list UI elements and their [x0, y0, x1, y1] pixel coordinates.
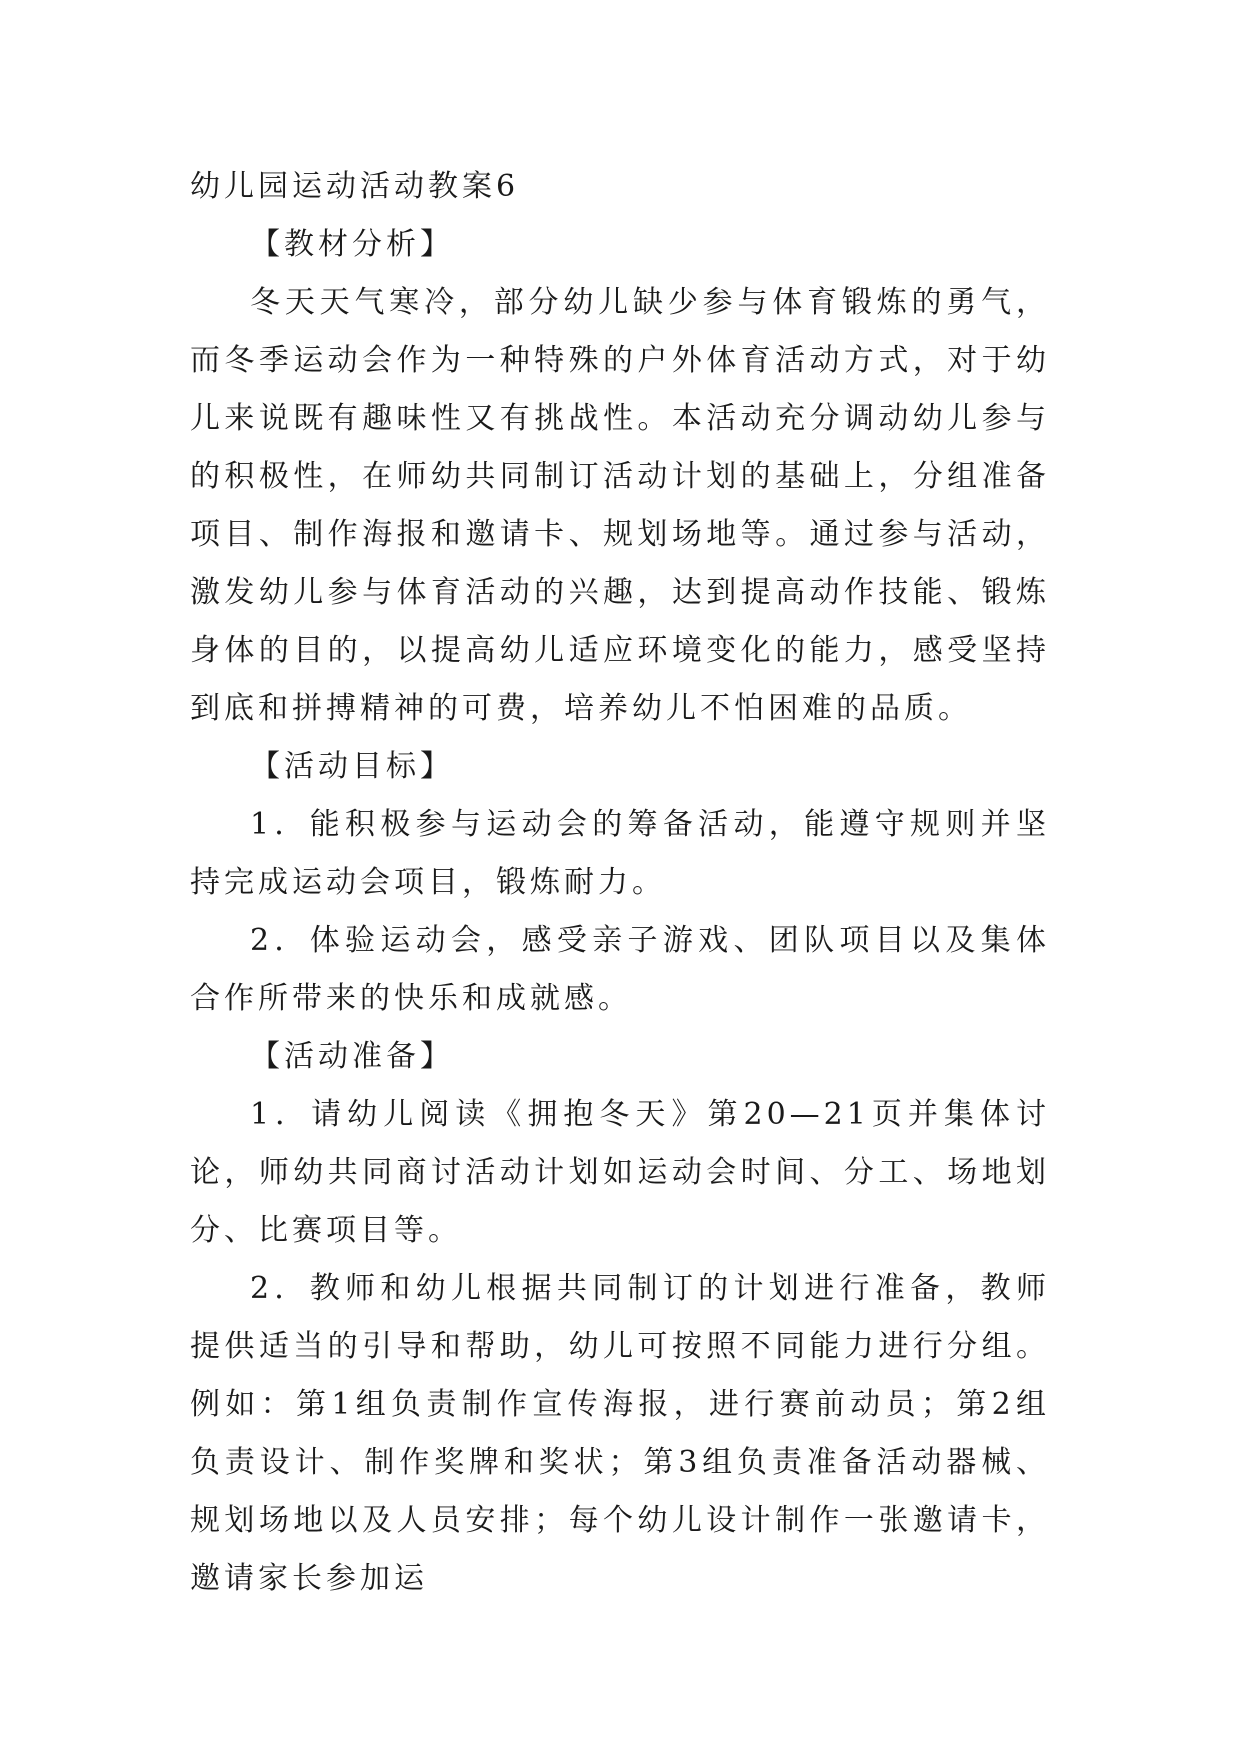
section-heading: 【教材分析】 — [250, 227, 454, 262]
document-title: 幼儿园运动活动教案6 — [190, 169, 520, 204]
section-material-analysis — [190, 216, 1050, 738]
section-heading: 【活动目标】 — [250, 749, 454, 784]
section-activity-goals — [190, 738, 1050, 1028]
list-item-paragraph: 2．体验运动会，感受亲子游戏、团队项目以及集体合作所带来的快乐和成就感。 — [190, 923, 1050, 1016]
body-paragraph: 冬天天气寒冷，部分幼儿缺少参与体育锻炼的勇气，而冬季运动会作为一种特殊的户外体育活动方式，对于幼儿来说既有趣味性又有挑战性。本活动充分调动幼儿参与的积极性，在师幼共同制订活动计划的基础上，分组准备项目、制作海报和邀请卡、规划场地等。通过参与活动，激发幼儿参与体育活动的兴趣，达到提高动作技能、锻炼身体的目的，以提高幼儿适应环境变化的能力，感受坚持到底和拼搏精神的可费，培养幼儿不怕困难的品质。 — [190, 285, 1050, 726]
section-activity-preparation — [190, 1028, 1050, 1608]
document-body — [190, 158, 1050, 1608]
list-item-paragraph: 1．能积极参与运动会的筹备活动，能遵守规则并坚持完成运动会项目，锻炼耐力。 — [190, 807, 1050, 900]
list-item-paragraph: 1．请幼儿阅读《拥抱冬天》第20—21页并集体讨论，师幼共同商讨活动计划如运动会时间、分工、场地划分、比赛项目等。 — [190, 1097, 1050, 1248]
list-item-paragraph: 2．教师和幼儿根据共同制订的计划进行准备，教师提供适当的引导和帮助，幼儿可按照不同能力进行分组。例如：第1组负责制作宣传海报，进行赛前动员；第2组负责设计、制作奖牌和奖状；第3组负责准备活动器械、规划场地以及人员安排；每个幼儿设计制作一张邀请卡，邀请家长参加运 — [190, 1271, 1050, 1596]
section-heading: 【活动准备】 — [250, 1039, 454, 1074]
